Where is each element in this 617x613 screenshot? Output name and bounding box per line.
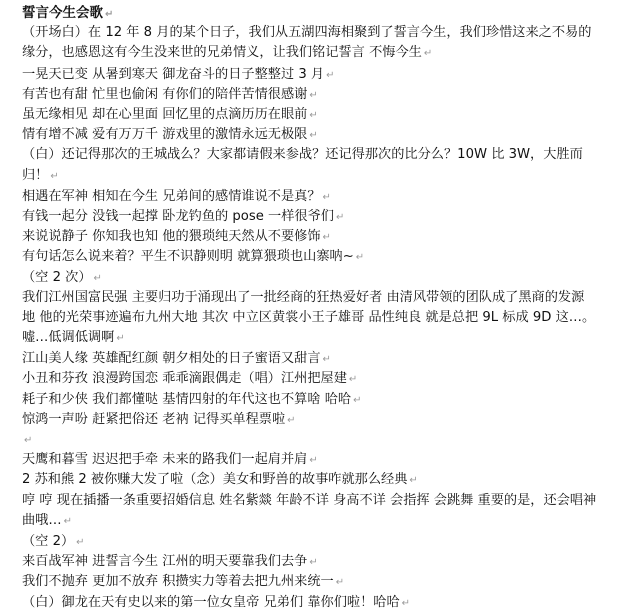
- text-line: 一晃天已变 从暑到寒天 御龙奋斗的日子整整过 3 月 ↵: [22, 65, 617, 85]
- text-line: （空 2） ↵: [22, 532, 617, 552]
- text-line: 虽无缘相见 却在心里面 回忆里的点滴历历在眼前 ↵: [22, 105, 617, 125]
- text-line: （空 2 次） ↵: [22, 268, 617, 288]
- text-line: 惊鸿一声吩 赶紧把俗还 老衲 记得买单程票啦 ↵: [22, 410, 617, 430]
- text-paragraph: （开场白）在 12 年 8 月的某个日子，我们从五湖四海相聚到了誓言今生，我们珍惜这来之不易的缘分，也感恩这有今生没来世的兄弟情义，让我们铭记誓言 不悔今生 ↵: [22, 23, 617, 64]
- text-line: （白）御龙在天有史以来的第一位女皇帝 兄弟们 靠你们啦！哈哈 ↵: [22, 593, 617, 613]
- text-line: 有苦也有甜 忙里也偷闲 有你们的陪伴苦情很感谢 ↵: [22, 85, 617, 105]
- text-line: 2 苏和熊 2 被你赚大发了啦（念）美女和野兽的故事咋就那么经典 ↵: [22, 470, 617, 490]
- text-line: 来百战军神 进誓言今生 江州的明天要靠我们去争 ↵: [22, 552, 617, 572]
- text-line: 耗子和少侠 我们都懂哒 基情四射的年代这也不算啥 哈哈 ↵: [22, 390, 617, 410]
- text-line: 天鹰和暮雪 迟迟把手牵 未来的路我们一起肩并肩 ↵: [22, 450, 617, 470]
- text-paragraph: （白）还记得那次的王城战么？大家都请假来参战？还记得那次的比分么？10W 比 3W，大胜而归！ ↵: [22, 145, 617, 186]
- blank-line: [22, 430, 617, 450]
- document-title: 誓言今生会歌 ↵: [22, 3, 617, 23]
- text-paragraph: 哼 哼 现在插播一条重要招婚信息 姓名紫燚 年龄不详 身高不详 会指挥 会跳舞 重要的是，还会唱神曲哦… ↵: [22, 491, 617, 532]
- text-line: 小丑和芬孜 浪漫跨国恋 乖乖滴跟偶走（唱）江州把屋建 ↵: [22, 369, 617, 389]
- text-line: 我们不抛弃 更加不放弃 积攒实力等着去把九州来统一 ↵: [22, 572, 617, 592]
- text-line: 来说说静子 你知我也知 他的猥琐纯天然从不要修饰 ↵: [22, 227, 617, 247]
- text-line: 情有增不减 爱有万万千 游戏里的激情永远无极限 ↵: [22, 125, 617, 145]
- text-line: 有句话怎么说来着？平生不识静则明 就算猥琐也山寨呐~ ↵: [22, 247, 617, 267]
- text-line: 有钱一起分 没钱一起撑 卧龙钓鱼的 pose 一样很爷们 ↵: [22, 207, 617, 227]
- text-line: 江山美人缘 英雄配红颜 朝夕相处的日子蜜语又甜言 ↵: [22, 349, 617, 369]
- text-line: 相遇在军神 相知在今生 兄弟间的感情谁说不是真？ ↵: [22, 187, 617, 207]
- text-paragraph: 我们江州国富民强 主要归功于涌现出了一批经商的狂热爱好者 由清风带领的团队成了黑商的发源地 他的光荣事迹遍布九州大地 其次 中立区黄裳小王子雄哥 品性纯良 就是总把 9L 标成 9D 这…。嘘…低调低调啊 ↵: [22, 288, 617, 350]
